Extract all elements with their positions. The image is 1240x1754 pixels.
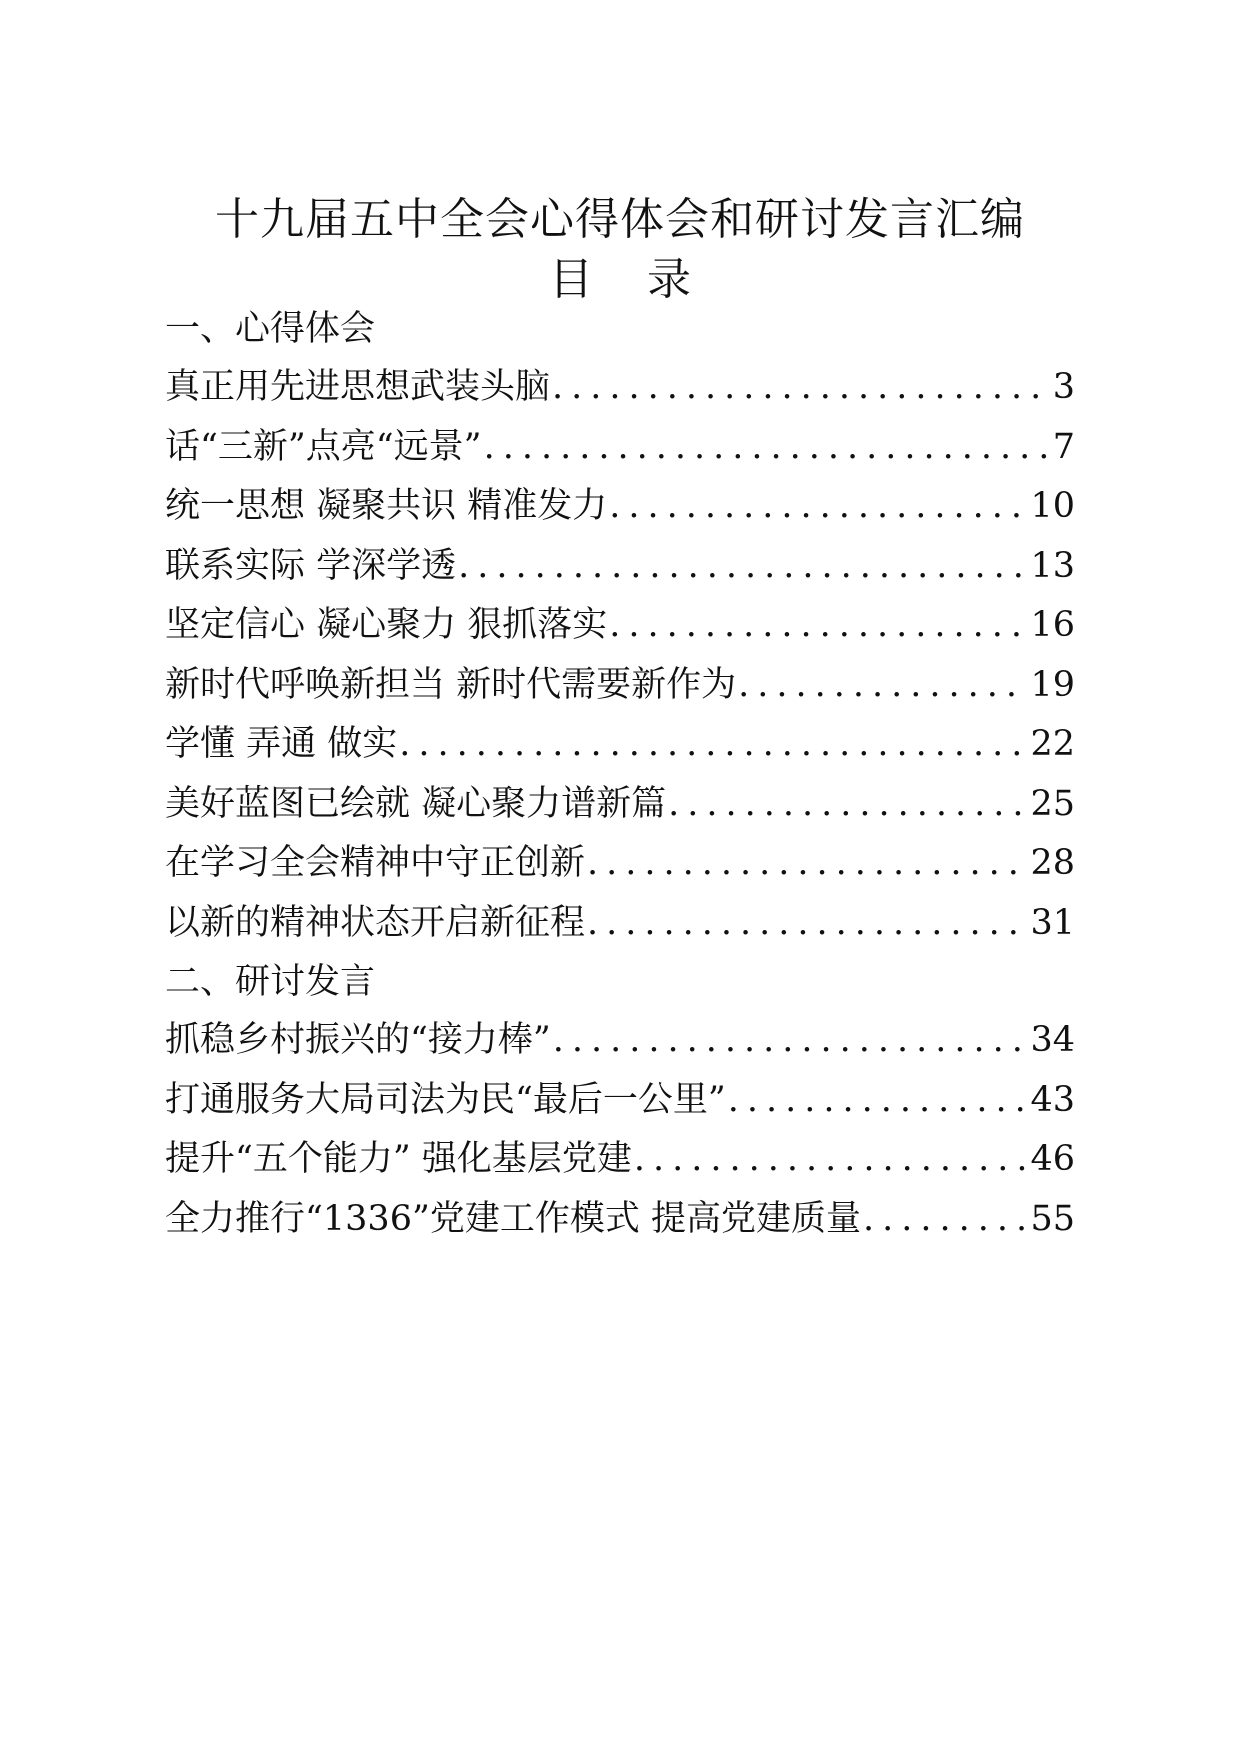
toc-entry-page: 16 — [1030, 605, 1075, 645]
toc-entry-title: 学懂 弄通 做实 — [165, 724, 398, 764]
toc-leader-dots — [458, 537, 1026, 597]
toc-entry[interactable] — [165, 1071, 1075, 1131]
toc-entry-title: 坚定信心 凝心聚力 狠抓落实 — [165, 605, 608, 645]
toc-entry-title: 抓稳乡村振兴的“接力棒” — [165, 1020, 551, 1060]
toc-heading-char: 录 — [647, 254, 691, 305]
toc-entry-page: 10 — [1030, 486, 1075, 526]
toc-leader-dots — [587, 894, 1026, 954]
section-heading-xinde: 一、心得体会 — [165, 309, 376, 349]
toc-entry[interactable] — [165, 775, 1075, 835]
toc-entry[interactable] — [165, 596, 1075, 656]
toc-entry-title: 真正用先进思想武装头脑 — [165, 367, 551, 407]
toc-entry-page: 25 — [1030, 783, 1075, 824]
toc-entry[interactable] — [165, 537, 1075, 597]
toc-entry-page: 55 — [1030, 1198, 1075, 1239]
toc-entry[interactable] — [165, 418, 1075, 478]
toc-leader-dots — [552, 358, 1049, 418]
toc-entry[interactable] — [165, 715, 1075, 775]
toc-entry-title: 全力推行“1336”党建工作模式 提高党建质量 — [165, 1198, 861, 1239]
toc-entry-page: 7 — [1052, 426, 1075, 467]
toc-entry[interactable] — [165, 834, 1075, 894]
toc-entry[interactable] — [165, 1130, 1075, 1190]
toc-entry-page: 13 — [1030, 545, 1075, 586]
toc-leader-dots — [609, 477, 1026, 537]
toc-entry-title: 以新的精神状态开启新征程 — [165, 902, 586, 943]
toc-leader-dots — [634, 1130, 1027, 1190]
toc-entry-page: 43 — [1030, 1079, 1075, 1120]
toc-entry[interactable] — [165, 477, 1075, 537]
toc-entry-title: 话“三新”点亮“远景” — [165, 426, 482, 467]
toc-heading-char: 目 — [549, 254, 593, 305]
toc-entry-title: 美好蓝图已绘就 凝心聚力谱新篇 — [165, 783, 667, 824]
toc-leader-dots — [728, 1071, 1027, 1131]
toc-entry-title: 统一思想 凝聚共识 精准发力 — [165, 486, 608, 526]
toc-leader-dots — [484, 418, 1049, 478]
document-title: 十九届五中全会心得体会和研讨发言汇编 — [215, 194, 1025, 245]
toc-entry[interactable] — [165, 1190, 1075, 1250]
toc-entry-page: 46 — [1030, 1139, 1075, 1179]
section-heading-yantao: 二、研讨发言 — [165, 962, 376, 1002]
toc-entry[interactable] — [165, 1011, 1075, 1071]
toc-entry[interactable] — [165, 894, 1075, 954]
toc-leader-dots — [553, 1011, 1027, 1071]
toc-leader-dots — [863, 1190, 1026, 1250]
toc-entry-title: 联系实际 学深学透 — [165, 545, 457, 586]
toc-leader-dots — [668, 775, 1026, 835]
toc-entry-title: 提升“五个能力” 强化基层党建 — [165, 1139, 632, 1179]
toc-entry-title: 新时代呼唤新担当 新时代需要新作为 — [165, 664, 737, 705]
table-of-contents — [165, 300, 1075, 1249]
toc-entry-page: 3 — [1052, 367, 1075, 407]
toc-entry-title: 在学习全会精神中守正创新 — [165, 843, 586, 883]
toc-leader-dots — [609, 596, 1026, 656]
toc-entry-page: 22 — [1030, 724, 1075, 764]
toc-leader-dots — [399, 715, 1026, 775]
toc-entry-page: 31 — [1030, 902, 1075, 943]
toc-entry-page: 19 — [1030, 664, 1075, 705]
toc-entry-page: 34 — [1030, 1020, 1075, 1060]
toc-entry-page: 28 — [1030, 843, 1075, 883]
toc-entry[interactable] — [165, 656, 1075, 716]
toc-entry-title: 打通服务大局司法为民“最后一公里” — [165, 1079, 726, 1120]
toc-entry[interactable] — [165, 358, 1075, 418]
toc-leader-dots — [738, 656, 1026, 716]
toc-leader-dots — [587, 834, 1026, 894]
